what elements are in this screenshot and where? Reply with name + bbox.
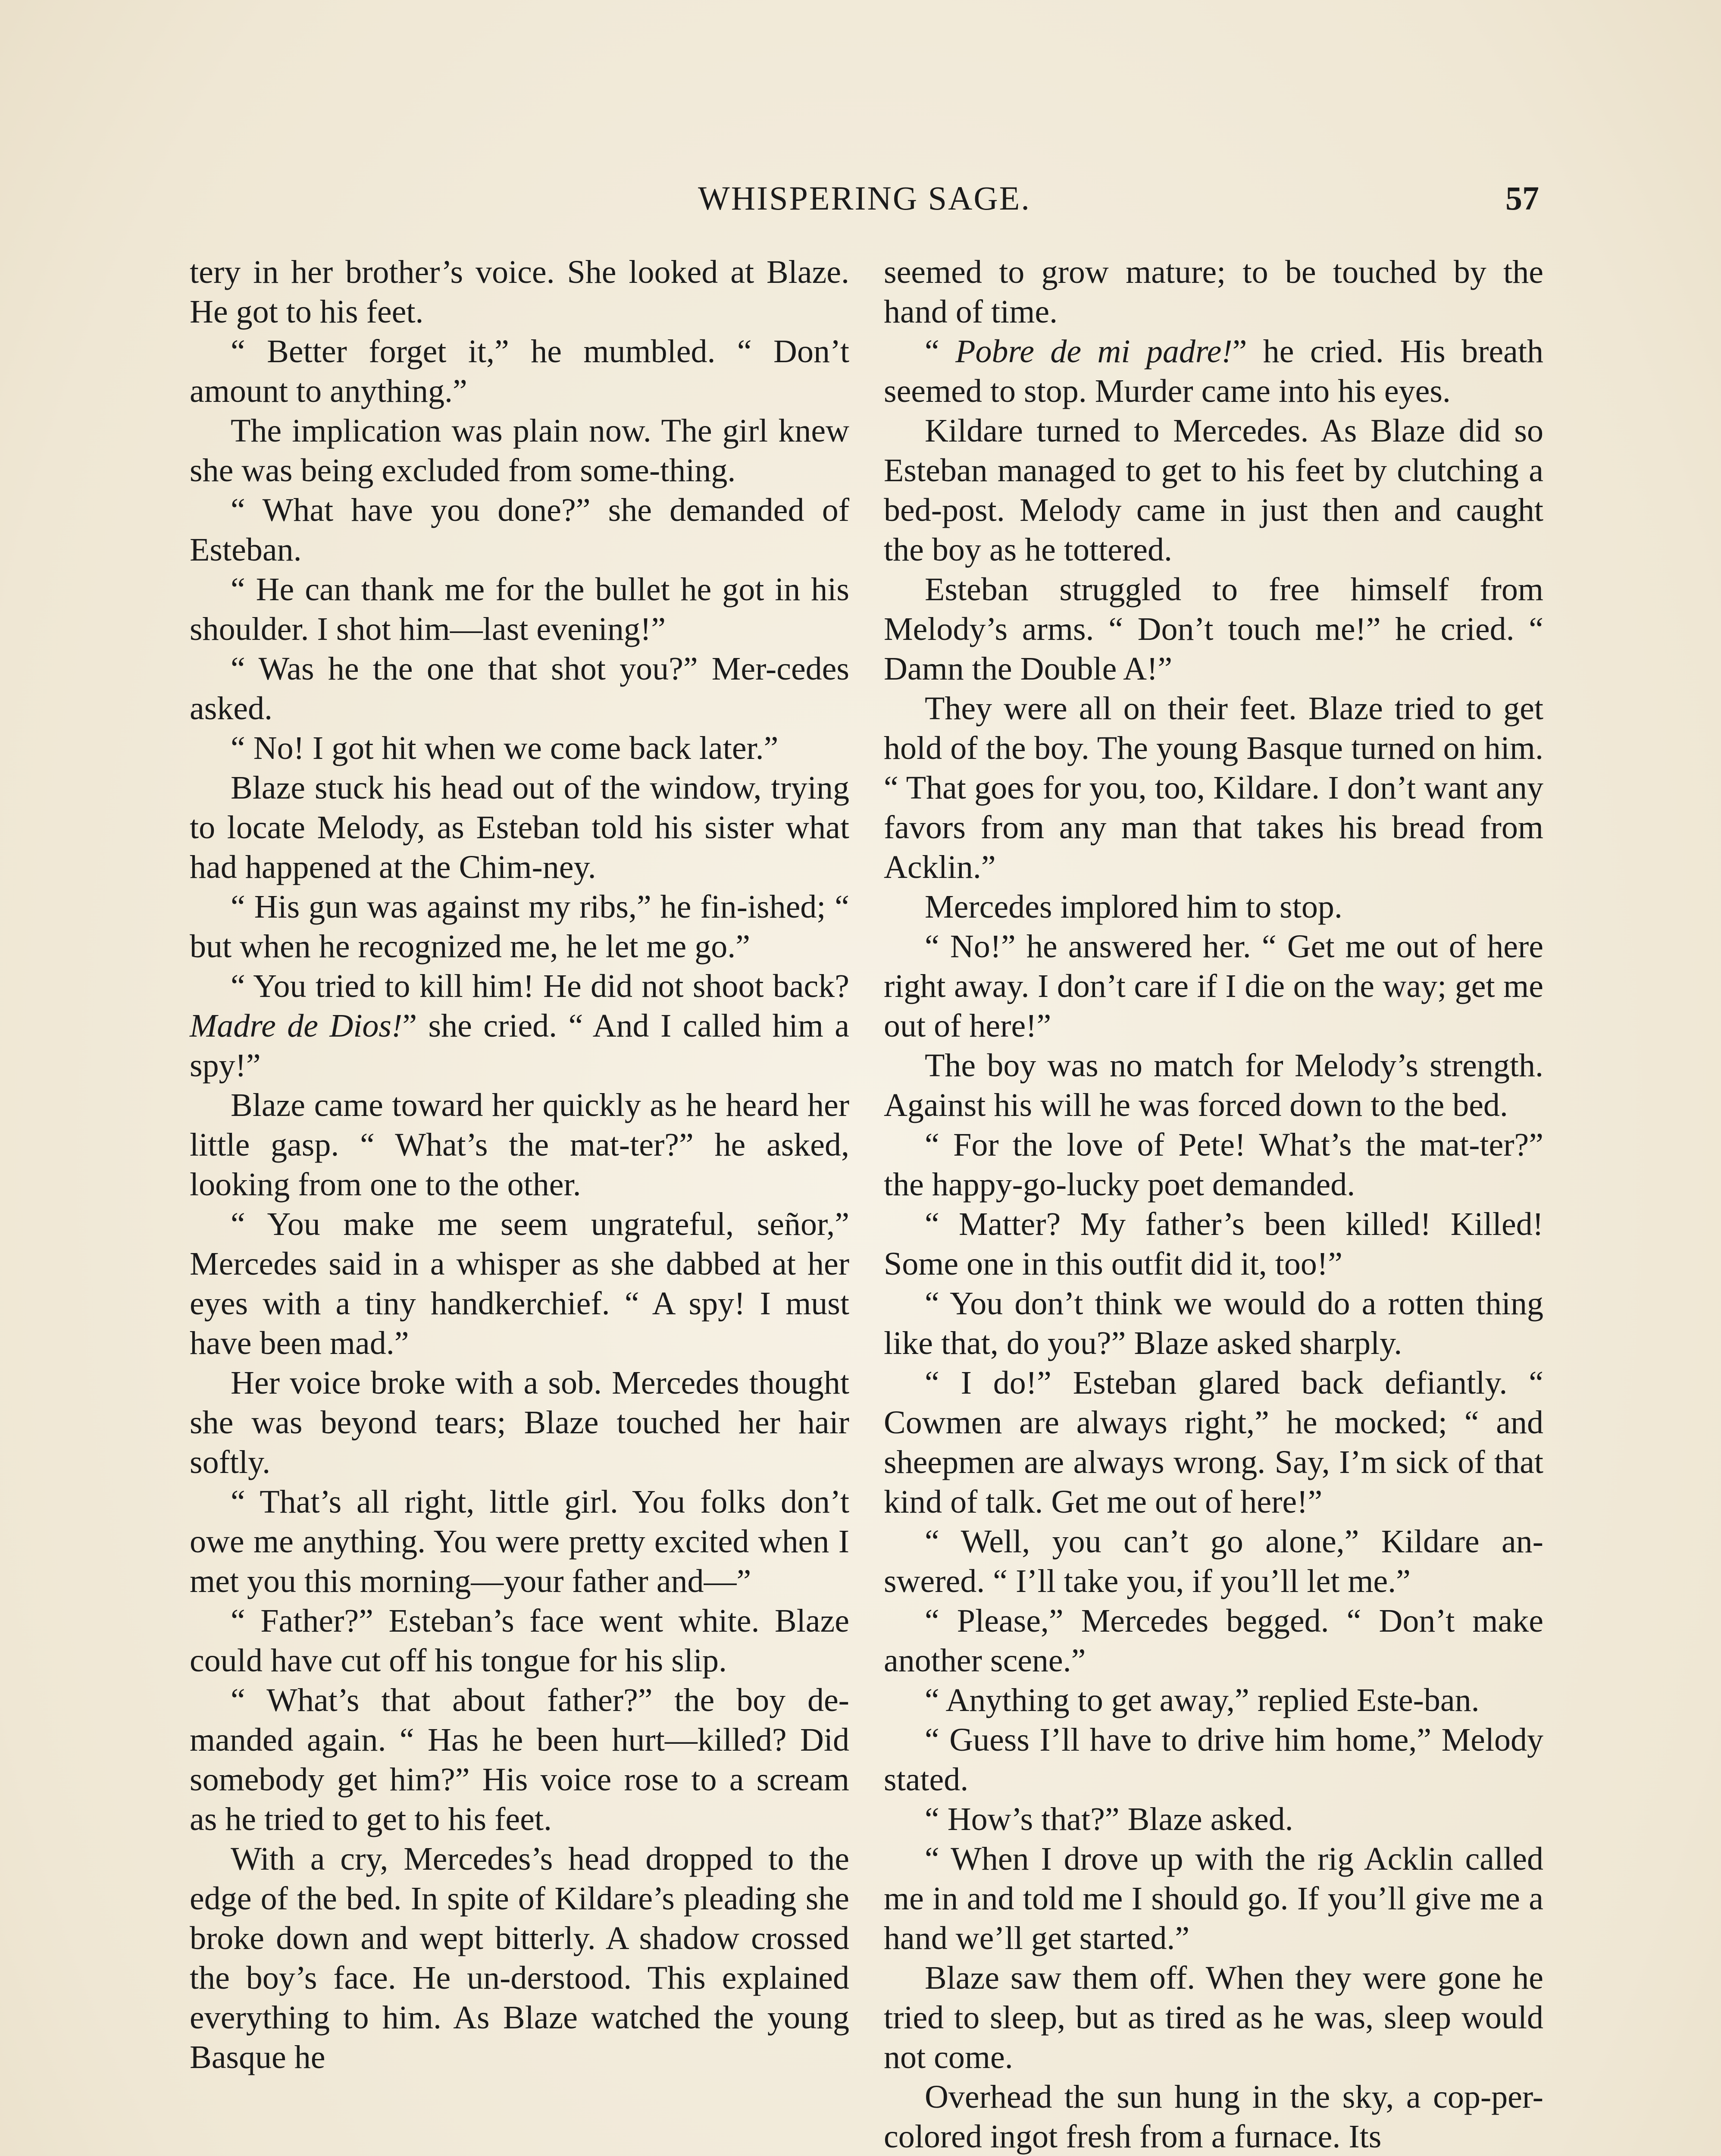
paragraph: “ What have you done?” she demanded of Esteban.: [190, 492, 849, 568]
paragraph: “ Was he the one that shot you?” Mer-cedes asked.: [190, 651, 849, 727]
paragraph: Overhead the sun hung in the sky, a cop-per-colored ingot fresh from a furnace. Its: [884, 2079, 1543, 2155]
paragraph: “ Matter? My father’s been killed! Killed! Some one in this outfit did it, too!”: [884, 1206, 1543, 1282]
paragraph: “ That’s all right, little girl. You folks don’t owe me anything. You were pretty excited when I met you this morning—your father and—”: [190, 1484, 849, 1599]
paragraph: With a cry, Mercedes’s head dropped to the edge of the bed. In spite of Kildare’s pleading she broke down and wept bitterly. A shadow crossed the boy’s face. He un-derstood. This explained everything to him. As Blaze watched the young Basque he: [190, 1841, 849, 2075]
paragraph: Blaze stuck his head out of the window, trying to locate Melody, as Esteban told his sister what had happened at the Chim-ney.: [190, 770, 849, 885]
paragraph: seemed to grow mature; to be touched by the hand of time.: [884, 254, 1543, 330]
paragraph: “ Better forget it,” he mumbled. “ Don’t amount to anything.”: [190, 333, 849, 409]
right-column: [884, 252, 1543, 2156]
paragraph: tery in her brother’s voice. She looked at Blaze. He got to his feet.: [190, 254, 849, 330]
paragraph: Blaze saw them off. When they were gone he tried to sleep, but as tired as he was, sleep would not come.: [884, 1960, 1543, 2075]
paragraph: “ Pobre de mi padre!” he cried. His breath seemed to stop. Murder came into his eyes.: [884, 333, 1543, 409]
paragraph: “ You make me seem ungrateful, señor,” Mercedes said in a whisper as she dabbed at her eyes with a tiny handkerchief. “ A spy! I must have been mad.”: [190, 1206, 849, 1361]
paragraph: “ For the love of Pete! What’s the mat-ter?” the happy-go-lucky poet demanded.: [884, 1127, 1543, 1203]
paragraph: “ He can thank me for the bullet he got in his shoulder. I shot him—last evening!”: [190, 571, 849, 647]
paragraph: “ What’s that about father?” the boy de-manded again. “ Has he been hurt—killed? Did somebody get him?” His voice rose to a scream as he tried to get to his feet.: [190, 1682, 849, 1837]
paragraph: Esteban struggled to free himself from Melody’s arms. “ Don’t touch me!” he cried. “ Damn the Double A!”: [884, 571, 1543, 687]
paragraph: “ Anything to get away,” replied Este-ban.: [925, 1682, 1480, 1718]
running-title: WHISPERING SAGE.: [698, 179, 1031, 217]
page-header: [190, 172, 1539, 224]
italic-phrase: Pobre de mi padre!: [955, 333, 1233, 370]
left-column: [190, 252, 849, 2077]
paragraph: Blaze came toward her quickly as he heard her little gasp. “ What’s the mat-ter?” he asked, looking from one to the other.: [190, 1087, 849, 1203]
paragraph: Kildare turned to Mercedes. As Blaze did so Esteban managed to get to his feet by clutching a bed-post. Melody came in just then and caught the boy as he tottered.: [884, 413, 1543, 568]
paragraph: “ Please,” Mercedes begged. “ Don’t make another scene.”: [884, 1603, 1543, 1679]
paragraph: The boy was no match for Melody’s strength. Against his will he was forced down to the bed.: [884, 1047, 1543, 1123]
paragraph: “ I do!” Esteban glared back defiantly. “ Cowmen are always right,” he mocked; “ and sheepmen are always wrong. Say, I’m sick of that kind of talk. Get me out of here!”: [884, 1365, 1543, 1520]
paragraph: “ His gun was against my ribs,” he fin-ished; “ but when he recognized me, he let me go.”: [190, 889, 849, 965]
page-number: 57: [1505, 179, 1539, 217]
paragraph: “ No! I got hit when we come back later.”: [231, 730, 779, 766]
paragraph: They were all on their feet. Blaze tried to get hold of the boy. The young Basque turned on him. “ That goes for you, too, Kildare. I don’t want any favors from any man that takes his bread from Acklin.”: [884, 690, 1543, 885]
paragraph: Her voice broke with a sob. Mercedes thought she was beyond tears; Blaze touched her hair softly.: [190, 1365, 849, 1480]
paragraph: “ Guess I’ll have to drive him home,” Melody stated.: [884, 1722, 1543, 1798]
paragraph: “ How’s that?” Blaze asked.: [925, 1801, 1293, 1837]
paragraph: “ Father?” Esteban’s face went white. Blaze could have cut off his tongue for his slip.: [190, 1603, 849, 1679]
italic-phrase: Madre de Dios!: [190, 1008, 403, 1044]
paragraph: “ You don’t think we would do a rotten thing like that, do you?” Blaze asked sharply.: [884, 1285, 1543, 1361]
paragraph: “ You tried to kill him! He did not shoot back? Madre de Dios!” she cried. “ And I called him a spy!”: [190, 968, 849, 1084]
paragraph: The implication was plain now. The girl knew she was being excluded from some-thing.: [190, 413, 849, 489]
paragraph: “ When I drove up with the rig Acklin called me in and told me I should go. If you’ll give me a hand we’ll get started.”: [884, 1841, 1543, 1956]
paragraph: “ Well, you can’t go alone,” Kildare an-swered. “ I’ll take you, if you’ll let me.”: [884, 1523, 1543, 1599]
paragraph: “ No!” he answered her. “ Get me out of here right away. I don’t care if I die on the way; get me out of here!”: [884, 928, 1543, 1044]
paragraph: Mercedes implored him to stop.: [925, 889, 1342, 925]
